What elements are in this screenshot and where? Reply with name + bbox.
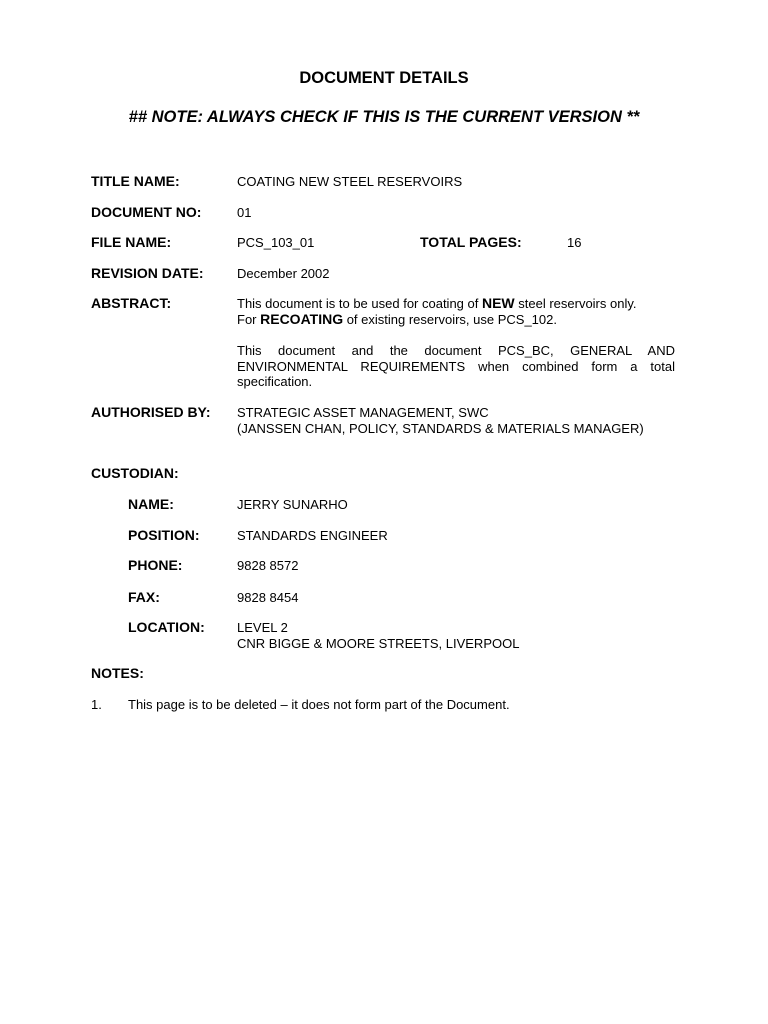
authorised-by-line-2: (JANSSEN CHAN, POLICY, STANDARDS & MATERIALS MANAGER) xyxy=(237,421,644,436)
custodian-name-value: JERRY SUNARHO xyxy=(237,497,348,512)
version-note: ## NOTE: ALWAYS CHECK IF THIS IS THE CURRENT VERSION ** xyxy=(128,108,640,126)
document-no-label: DOCUMENT NO: xyxy=(91,204,202,220)
abstract-line-1-post: steel reservoirs only. xyxy=(514,296,637,311)
abstract-line-2-pre: For xyxy=(237,312,261,327)
custodian-label: CUSTODIAN: xyxy=(91,465,179,481)
note-item-text: This page is to be deleted – it does not form part of the Document. xyxy=(128,697,510,712)
abstract-line-1 xyxy=(237,296,637,312)
revision-date-label: REVISION DATE: xyxy=(91,265,204,281)
custodian-phone-value: 9828 8572 xyxy=(237,558,299,573)
note-item-number: 1. xyxy=(91,697,102,712)
notes-label: NOTES: xyxy=(91,665,144,681)
custodian-fax-label: FAX: xyxy=(128,589,160,605)
document-no-value: 01 xyxy=(237,205,252,220)
title-name-value: COATING NEW STEEL RESERVOIRS xyxy=(237,174,463,189)
abstract-line-2-post: of existing reservoirs, use PCS_102. xyxy=(343,312,557,327)
custodian-position-value: STANDARDS ENGINEER xyxy=(237,528,388,543)
abstract-label: ABSTRACT: xyxy=(91,295,172,311)
total-pages-value: 16 xyxy=(567,235,582,250)
abstract-new-emphasis: NEW xyxy=(481,295,515,311)
abstract-line-2 xyxy=(237,312,557,328)
authorised-by-line-1: STRATEGIC ASSET MANAGEMENT, SWC xyxy=(237,405,489,420)
abstract-recoating-emphasis: RECOATING xyxy=(260,311,344,327)
title-name-label: TITLE NAME: xyxy=(91,173,180,189)
page-title: DOCUMENT DETAILS xyxy=(299,69,469,87)
authorised-by-label: AUTHORISED BY: xyxy=(91,404,211,420)
custodian-position-label: POSITION: xyxy=(128,527,200,543)
custodian-fax-value: 9828 8454 xyxy=(237,590,299,605)
abstract-paragraph-2: This document and the document PCS_BC, GENERAL AND ENVIRONMENTAL REQUIREMENTS when combined form a total specification. xyxy=(237,343,675,389)
custodian-phone-label: PHONE: xyxy=(128,557,183,573)
file-name-value: PCS_103_01 xyxy=(237,235,315,250)
custodian-location-line-2: CNR BIGGE & MOORE STREETS, LIVERPOOL xyxy=(237,636,520,651)
file-name-label: FILE NAME: xyxy=(91,234,172,250)
abstract-line-1-pre: This document is to be used for coating of xyxy=(237,296,482,311)
custodian-location-line-1: LEVEL 2 xyxy=(237,620,288,635)
custodian-name-label: NAME: xyxy=(128,496,174,512)
custodian-location-label: LOCATION: xyxy=(128,619,205,635)
revision-date-value: December 2002 xyxy=(237,266,330,281)
total-pages-label: TOTAL PAGES: xyxy=(420,234,522,250)
